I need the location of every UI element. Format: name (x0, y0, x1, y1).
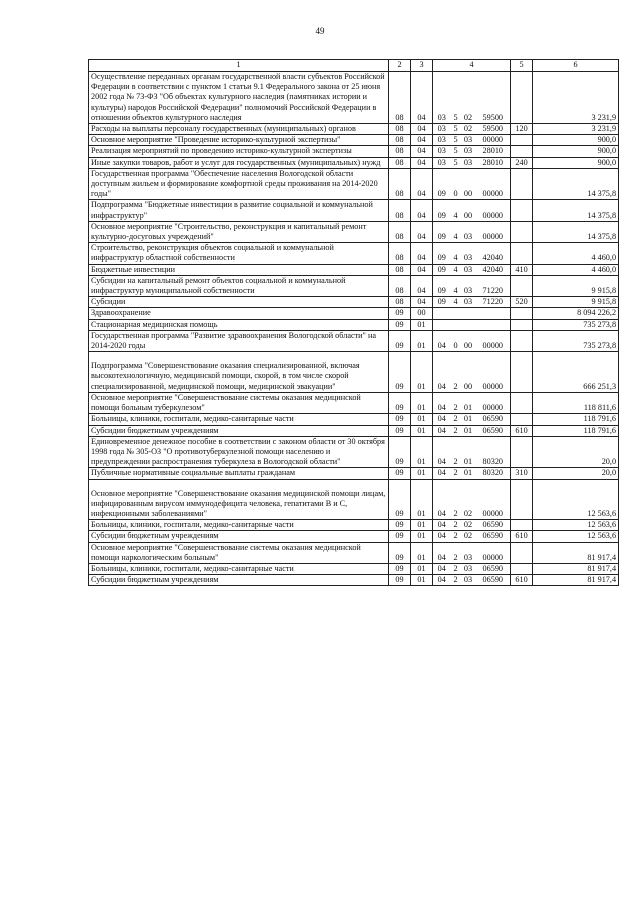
row-name: Единовременное денежное пособие в соответствии с законом области от 30 октября 1998 года № 305-ОЗ "О противотуберкулезной помощи населению и предупреждении распространения туберкулеза в Вологодской области" (89, 436, 389, 468)
table-row (89, 425, 619, 436)
row-name: Здравоохранение (89, 308, 389, 319)
row-col-2: 09 (389, 520, 411, 531)
row-name: Стационарная медицинская помощь (89, 319, 389, 330)
row-measure-code: 03 (461, 275, 476, 296)
table-row (89, 479, 619, 520)
row-col-3: 01 (411, 414, 433, 425)
row-program-code: 04 (433, 425, 451, 436)
row-col-5 (511, 308, 533, 319)
header-col-4: 4 (433, 60, 511, 72)
row-direction-code: 59500 (476, 124, 511, 135)
row-amount: 735 273,8 (533, 319, 619, 330)
row-col-3: 01 (411, 563, 433, 574)
row-amount: 900,0 (533, 157, 619, 168)
row-measure-code: 01 (461, 414, 476, 425)
row-col-2: 09 (389, 308, 411, 319)
row-direction-code: 00000 (476, 392, 511, 413)
row-subprogram-code: 0 (451, 330, 461, 351)
row-direction-code: 00000 (476, 542, 511, 563)
table-row (89, 330, 619, 351)
row-program-code (433, 319, 451, 330)
row-col-2: 08 (389, 135, 411, 146)
row-col-5: 410 (511, 264, 533, 275)
row-subprogram-code: 2 (451, 575, 461, 586)
row-measure-code: 03 (461, 575, 476, 586)
header-col-6: 6 (533, 60, 619, 72)
row-col-5 (511, 135, 533, 146)
row-subprogram-code: 2 (451, 352, 461, 393)
table-row (89, 542, 619, 563)
row-program-code: 04 (433, 330, 451, 351)
row-program-code: 09 (433, 221, 451, 242)
row-col-2: 09 (389, 531, 411, 542)
row-measure-code: 01 (461, 436, 476, 468)
row-col-2: 08 (389, 264, 411, 275)
row-subprogram-code: 2 (451, 479, 461, 520)
table-row (89, 520, 619, 531)
row-col-5 (511, 414, 533, 425)
row-program-code: 04 (433, 563, 451, 574)
row-name: Расходы на выплаты персоналу государственных (муниципальных) органов (89, 124, 389, 135)
header-row (89, 60, 619, 72)
row-name: Иные закупки товаров, работ и услуг для государственных (муниципальных) нужд (89, 157, 389, 168)
row-col-5: 610 (511, 575, 533, 586)
row-col-5: 120 (511, 124, 533, 135)
row-name: Больницы, клиники, госпитали, медико-санитарные части (89, 520, 389, 531)
row-direction-code: 00000 (476, 330, 511, 351)
row-subprogram-code: 5 (451, 157, 461, 168)
row-program-code: 04 (433, 436, 451, 468)
row-program-code: 09 (433, 264, 451, 275)
row-col-5 (511, 392, 533, 413)
row-subprogram-code: 2 (451, 392, 461, 413)
row-subprogram-code (451, 308, 461, 319)
row-name: Основное мероприятие "Совершенствование системы оказания медицинской помощи наркологическим больным" (89, 542, 389, 563)
row-direction-code: 71220 (476, 297, 511, 308)
row-measure-code: 02 (461, 531, 476, 542)
header-col-1: 1 (89, 60, 389, 72)
row-name: Основное мероприятие "Строительство, реконструкция и капитальный ремонт культурно-досуговых учреждений" (89, 221, 389, 242)
row-subprogram-code: 4 (451, 243, 461, 264)
row-program-code: 09 (433, 200, 451, 221)
row-program-code: 04 (433, 520, 451, 531)
row-name: Публичные нормативные социальные выплаты гражданам (89, 468, 389, 479)
row-program-code: 04 (433, 479, 451, 520)
row-col-2: 08 (389, 275, 411, 296)
header-col-2: 2 (389, 60, 411, 72)
row-name: Подпрограмма "Бюджетные инвестиции в развитие социальной и коммунальной инфраструктур" (89, 200, 389, 221)
row-direction-code (476, 319, 511, 330)
row-measure-code: 00 (461, 330, 476, 351)
row-measure-code: 02 (461, 520, 476, 531)
row-program-code: 09 (433, 243, 451, 264)
table-row (89, 243, 619, 264)
row-name: Реализация мероприятий по проведению историко-культурной экспертизы (89, 146, 389, 157)
row-amount: 81 917,4 (533, 542, 619, 563)
row-col-3: 04 (411, 221, 433, 242)
row-amount: 9 915,8 (533, 297, 619, 308)
row-program-code: 03 (433, 157, 451, 168)
row-program-code: 09 (433, 275, 451, 296)
row-col-5 (511, 479, 533, 520)
table-body (89, 72, 619, 586)
row-measure-code (461, 308, 476, 319)
row-amount: 4 460,0 (533, 243, 619, 264)
row-subprogram-code: 4 (451, 221, 461, 242)
row-direction-code: 00000 (476, 221, 511, 242)
row-subprogram-code (451, 319, 461, 330)
row-col-5 (511, 520, 533, 531)
row-subprogram-code: 4 (451, 264, 461, 275)
row-measure-code: 03 (461, 221, 476, 242)
row-name: Подпрограмма "Совершенствование оказания специализированной, включая высокотехнологичную, медицинской помощи, скорой, в том числе скорой специализированной, медицинской помощи, медицинской эвакуации" (89, 352, 389, 393)
row-direction-code: 06590 (476, 563, 511, 574)
row-col-3: 04 (411, 275, 433, 296)
row-subprogram-code: 2 (451, 520, 461, 531)
header-col-5: 5 (511, 60, 533, 72)
table-row (89, 352, 619, 393)
row-col-2: 09 (389, 425, 411, 436)
row-direction-code: 06590 (476, 520, 511, 531)
table-row (89, 200, 619, 221)
row-name: Больницы, клиники, госпитали, медико-санитарные части (89, 414, 389, 425)
row-col-2: 08 (389, 124, 411, 135)
row-direction-code: 00000 (476, 168, 511, 200)
row-col-2: 08 (389, 221, 411, 242)
row-col-2: 09 (389, 319, 411, 330)
row-col-3: 04 (411, 135, 433, 146)
table-row (89, 436, 619, 468)
row-col-3: 01 (411, 531, 433, 542)
row-name: Государственная программа "Развитие здравоохранения Вологодской области" на 2014-2020 годы (89, 330, 389, 351)
row-amount: 4 460,0 (533, 264, 619, 275)
row-col-2: 08 (389, 297, 411, 308)
row-amount: 14 375,8 (533, 221, 619, 242)
row-col-3: 01 (411, 319, 433, 330)
row-measure-code: 03 (461, 157, 476, 168)
row-name: Государственная программа "Обеспечение населения Вологодской области доступным жильем и формирование комфортной среды проживания на 2014-2020 годы" (89, 168, 389, 200)
row-amount: 20,0 (533, 468, 619, 479)
row-direction-code: 06590 (476, 425, 511, 436)
row-col-5 (511, 72, 533, 124)
row-col-5: 310 (511, 468, 533, 479)
row-direction-code: 06590 (476, 575, 511, 586)
row-direction-code: 42040 (476, 264, 511, 275)
row-col-5 (511, 436, 533, 468)
row-name: Субсидии бюджетным учреждениям (89, 575, 389, 586)
row-name: Основное мероприятие "Совершенствование оказания медицинской помощи лицам, инфицированным вирусом иммунодефицита человека, гепатитами В и С, инфекционными заболеваниями" (89, 479, 389, 520)
page-number: 49 (315, 26, 325, 36)
row-direction-code: 00000 (476, 135, 511, 146)
row-program-code: 04 (433, 575, 451, 586)
row-direction-code: 80320 (476, 436, 511, 468)
row-direction-code: 80320 (476, 468, 511, 479)
row-col-3: 01 (411, 520, 433, 531)
row-col-2: 09 (389, 563, 411, 574)
row-col-2: 09 (389, 436, 411, 468)
row-col-5 (511, 330, 533, 351)
row-subprogram-code: 2 (451, 531, 461, 542)
row-amount: 900,0 (533, 146, 619, 157)
row-col-5 (511, 200, 533, 221)
row-measure-code: 03 (461, 264, 476, 275)
row-col-5 (511, 563, 533, 574)
row-amount: 12 563,6 (533, 520, 619, 531)
row-col-5: 610 (511, 531, 533, 542)
row-col-5: 610 (511, 425, 533, 436)
row-amount: 12 563,6 (533, 479, 619, 520)
row-amount: 3 231,9 (533, 124, 619, 135)
row-program-code: 03 (433, 135, 451, 146)
row-direction-code: 28010 (476, 157, 511, 168)
row-measure-code: 02 (461, 72, 476, 124)
row-program-code (433, 308, 451, 319)
row-col-2: 08 (389, 243, 411, 264)
row-name: Бюджетные инвестиции (89, 264, 389, 275)
row-name: Субсидии бюджетным учреждениям (89, 425, 389, 436)
row-measure-code: 00 (461, 168, 476, 200)
row-amount: 9 915,8 (533, 275, 619, 296)
row-measure-code: 01 (461, 392, 476, 413)
row-measure-code: 02 (461, 124, 476, 135)
table-row (89, 146, 619, 157)
row-amount: 8 094 226,2 (533, 308, 619, 319)
row-name: Основное мероприятие "Совершенствование системы оказания медицинской помощи больным туберкулезом" (89, 392, 389, 413)
row-direction-code: 42040 (476, 243, 511, 264)
row-name: Основное мероприятие "Проведение историко-культурной экспертизы" (89, 135, 389, 146)
row-measure-code: 03 (461, 542, 476, 563)
table-row (89, 531, 619, 542)
row-col-2: 08 (389, 72, 411, 124)
row-subprogram-code: 5 (451, 124, 461, 135)
row-subprogram-code: 5 (451, 146, 461, 157)
row-col-5: 520 (511, 297, 533, 308)
row-measure-code: 03 (461, 146, 476, 157)
row-col-3: 00 (411, 308, 433, 319)
row-col-3: 04 (411, 168, 433, 200)
row-col-2: 08 (389, 168, 411, 200)
row-col-3: 01 (411, 479, 433, 520)
row-name: Субсидии (89, 297, 389, 308)
row-col-3: 01 (411, 542, 433, 563)
row-subprogram-code: 0 (451, 168, 461, 200)
row-measure-code: 03 (461, 243, 476, 264)
row-direction-code: 00000 (476, 200, 511, 221)
row-col-2: 09 (389, 352, 411, 393)
table-row (89, 157, 619, 168)
row-program-code: 04 (433, 352, 451, 393)
row-amount: 118 791,6 (533, 414, 619, 425)
row-subprogram-code: 4 (451, 275, 461, 296)
row-col-2: 08 (389, 146, 411, 157)
row-amount: 3 231,9 (533, 72, 619, 124)
row-measure-code (461, 319, 476, 330)
row-col-3: 04 (411, 264, 433, 275)
table-row (89, 297, 619, 308)
row-direction-code: 00000 (476, 352, 511, 393)
row-col-3: 01 (411, 575, 433, 586)
row-col-5 (511, 168, 533, 200)
row-program-code: 04 (433, 542, 451, 563)
row-program-code: 03 (433, 124, 451, 135)
table-row (89, 563, 619, 574)
row-col-2: 09 (389, 330, 411, 351)
row-program-code: 09 (433, 297, 451, 308)
row-measure-code: 00 (461, 352, 476, 393)
row-program-code: 03 (433, 146, 451, 157)
table-row (89, 308, 619, 319)
row-program-code: 04 (433, 414, 451, 425)
row-col-3: 04 (411, 243, 433, 264)
row-col-3: 04 (411, 146, 433, 157)
row-measure-code: 01 (461, 468, 476, 479)
row-direction-code: 71220 (476, 275, 511, 296)
row-col-2: 09 (389, 392, 411, 413)
table-row (89, 414, 619, 425)
row-col-3: 04 (411, 200, 433, 221)
row-amount: 118 791,6 (533, 425, 619, 436)
row-amount: 14 375,8 (533, 168, 619, 200)
row-program-code: 04 (433, 531, 451, 542)
row-name: Субсидии бюджетным учреждениям (89, 531, 389, 542)
row-col-2: 09 (389, 542, 411, 563)
row-col-5 (511, 352, 533, 393)
row-measure-code: 03 (461, 297, 476, 308)
row-measure-code: 03 (461, 135, 476, 146)
row-subprogram-code: 2 (451, 425, 461, 436)
row-col-3: 04 (411, 72, 433, 124)
row-col-5 (511, 542, 533, 563)
row-col-5 (511, 319, 533, 330)
row-measure-code: 02 (461, 479, 476, 520)
row-name: Субсидии на капитальный ремонт объектов социальной и коммунальной инфраструктур муниципальной собственности (89, 275, 389, 296)
row-program-code: 04 (433, 392, 451, 413)
row-col-2: 08 (389, 200, 411, 221)
row-direction-code: 59500 (476, 72, 511, 124)
table-row (89, 392, 619, 413)
row-direction-code: 06590 (476, 531, 511, 542)
row-direction-code: 00000 (476, 479, 511, 520)
table-row (89, 275, 619, 296)
row-subprogram-code: 5 (451, 72, 461, 124)
row-program-code: 04 (433, 468, 451, 479)
budget-table (88, 59, 619, 586)
row-col-2: 09 (389, 468, 411, 479)
row-col-3: 04 (411, 124, 433, 135)
table-row (89, 264, 619, 275)
row-subprogram-code: 2 (451, 468, 461, 479)
row-col-2: 09 (389, 414, 411, 425)
row-amount: 81 917,4 (533, 563, 619, 574)
table-row (89, 221, 619, 242)
row-col-3: 01 (411, 425, 433, 436)
row-direction-code: 28010 (476, 146, 511, 157)
row-amount: 12 563,6 (533, 531, 619, 542)
row-direction-code (476, 308, 511, 319)
row-name: Больницы, клиники, госпитали, медико-санитарные части (89, 563, 389, 574)
header-col-3: 3 (411, 60, 433, 72)
row-program-code: 03 (433, 72, 451, 124)
row-subprogram-code: 4 (451, 200, 461, 221)
row-col-2: 08 (389, 157, 411, 168)
row-subprogram-code: 2 (451, 436, 461, 468)
row-amount: 666 251,3 (533, 352, 619, 393)
row-col-5 (511, 221, 533, 242)
row-subprogram-code: 2 (451, 563, 461, 574)
row-measure-code: 00 (461, 200, 476, 221)
row-col-2: 09 (389, 479, 411, 520)
table-row (89, 468, 619, 479)
row-subprogram-code: 2 (451, 542, 461, 563)
row-name: Осуществление переданных органам государственной власти субъектов Российской Федерации в соответствии с пунктом 1 статьи 9.1 Федерального закона от 25 июня 2002 года № 73-ФЗ "Об объектах культурного наследия (памятниках истории и культуры) народов Российской Федерации" полномочий Российской Федерации в отношении объектов культурного наследия (89, 72, 389, 124)
row-col-5: 240 (511, 157, 533, 168)
row-amount: 81 917,4 (533, 575, 619, 586)
table-row (89, 168, 619, 200)
row-col-5 (511, 243, 533, 264)
row-subprogram-code: 4 (451, 297, 461, 308)
table-row (89, 124, 619, 135)
row-subprogram-code: 2 (451, 414, 461, 425)
row-col-5 (511, 275, 533, 296)
row-col-3: 04 (411, 157, 433, 168)
row-amount: 118 811,6 (533, 392, 619, 413)
row-col-2: 09 (389, 575, 411, 586)
row-amount: 14 375,8 (533, 200, 619, 221)
row-col-3: 01 (411, 330, 433, 351)
row-amount: 900,0 (533, 135, 619, 146)
row-amount: 20,0 (533, 436, 619, 468)
row-subprogram-code: 5 (451, 135, 461, 146)
row-col-3: 01 (411, 392, 433, 413)
table-row (89, 72, 619, 124)
row-col-3: 01 (411, 352, 433, 393)
row-measure-code: 03 (461, 563, 476, 574)
table-row (89, 575, 619, 586)
row-amount: 735 273,8 (533, 330, 619, 351)
row-direction-code: 06590 (476, 414, 511, 425)
row-col-3: 01 (411, 436, 433, 468)
row-col-5 (511, 146, 533, 157)
row-measure-code: 01 (461, 425, 476, 436)
row-program-code: 09 (433, 168, 451, 200)
table-row (89, 319, 619, 330)
row-col-3: 01 (411, 468, 433, 479)
row-col-3: 04 (411, 297, 433, 308)
table-row (89, 135, 619, 146)
row-name: Строительство, реконструкция объектов социальной и коммунальной инфраструктур областной собственности (89, 243, 389, 264)
